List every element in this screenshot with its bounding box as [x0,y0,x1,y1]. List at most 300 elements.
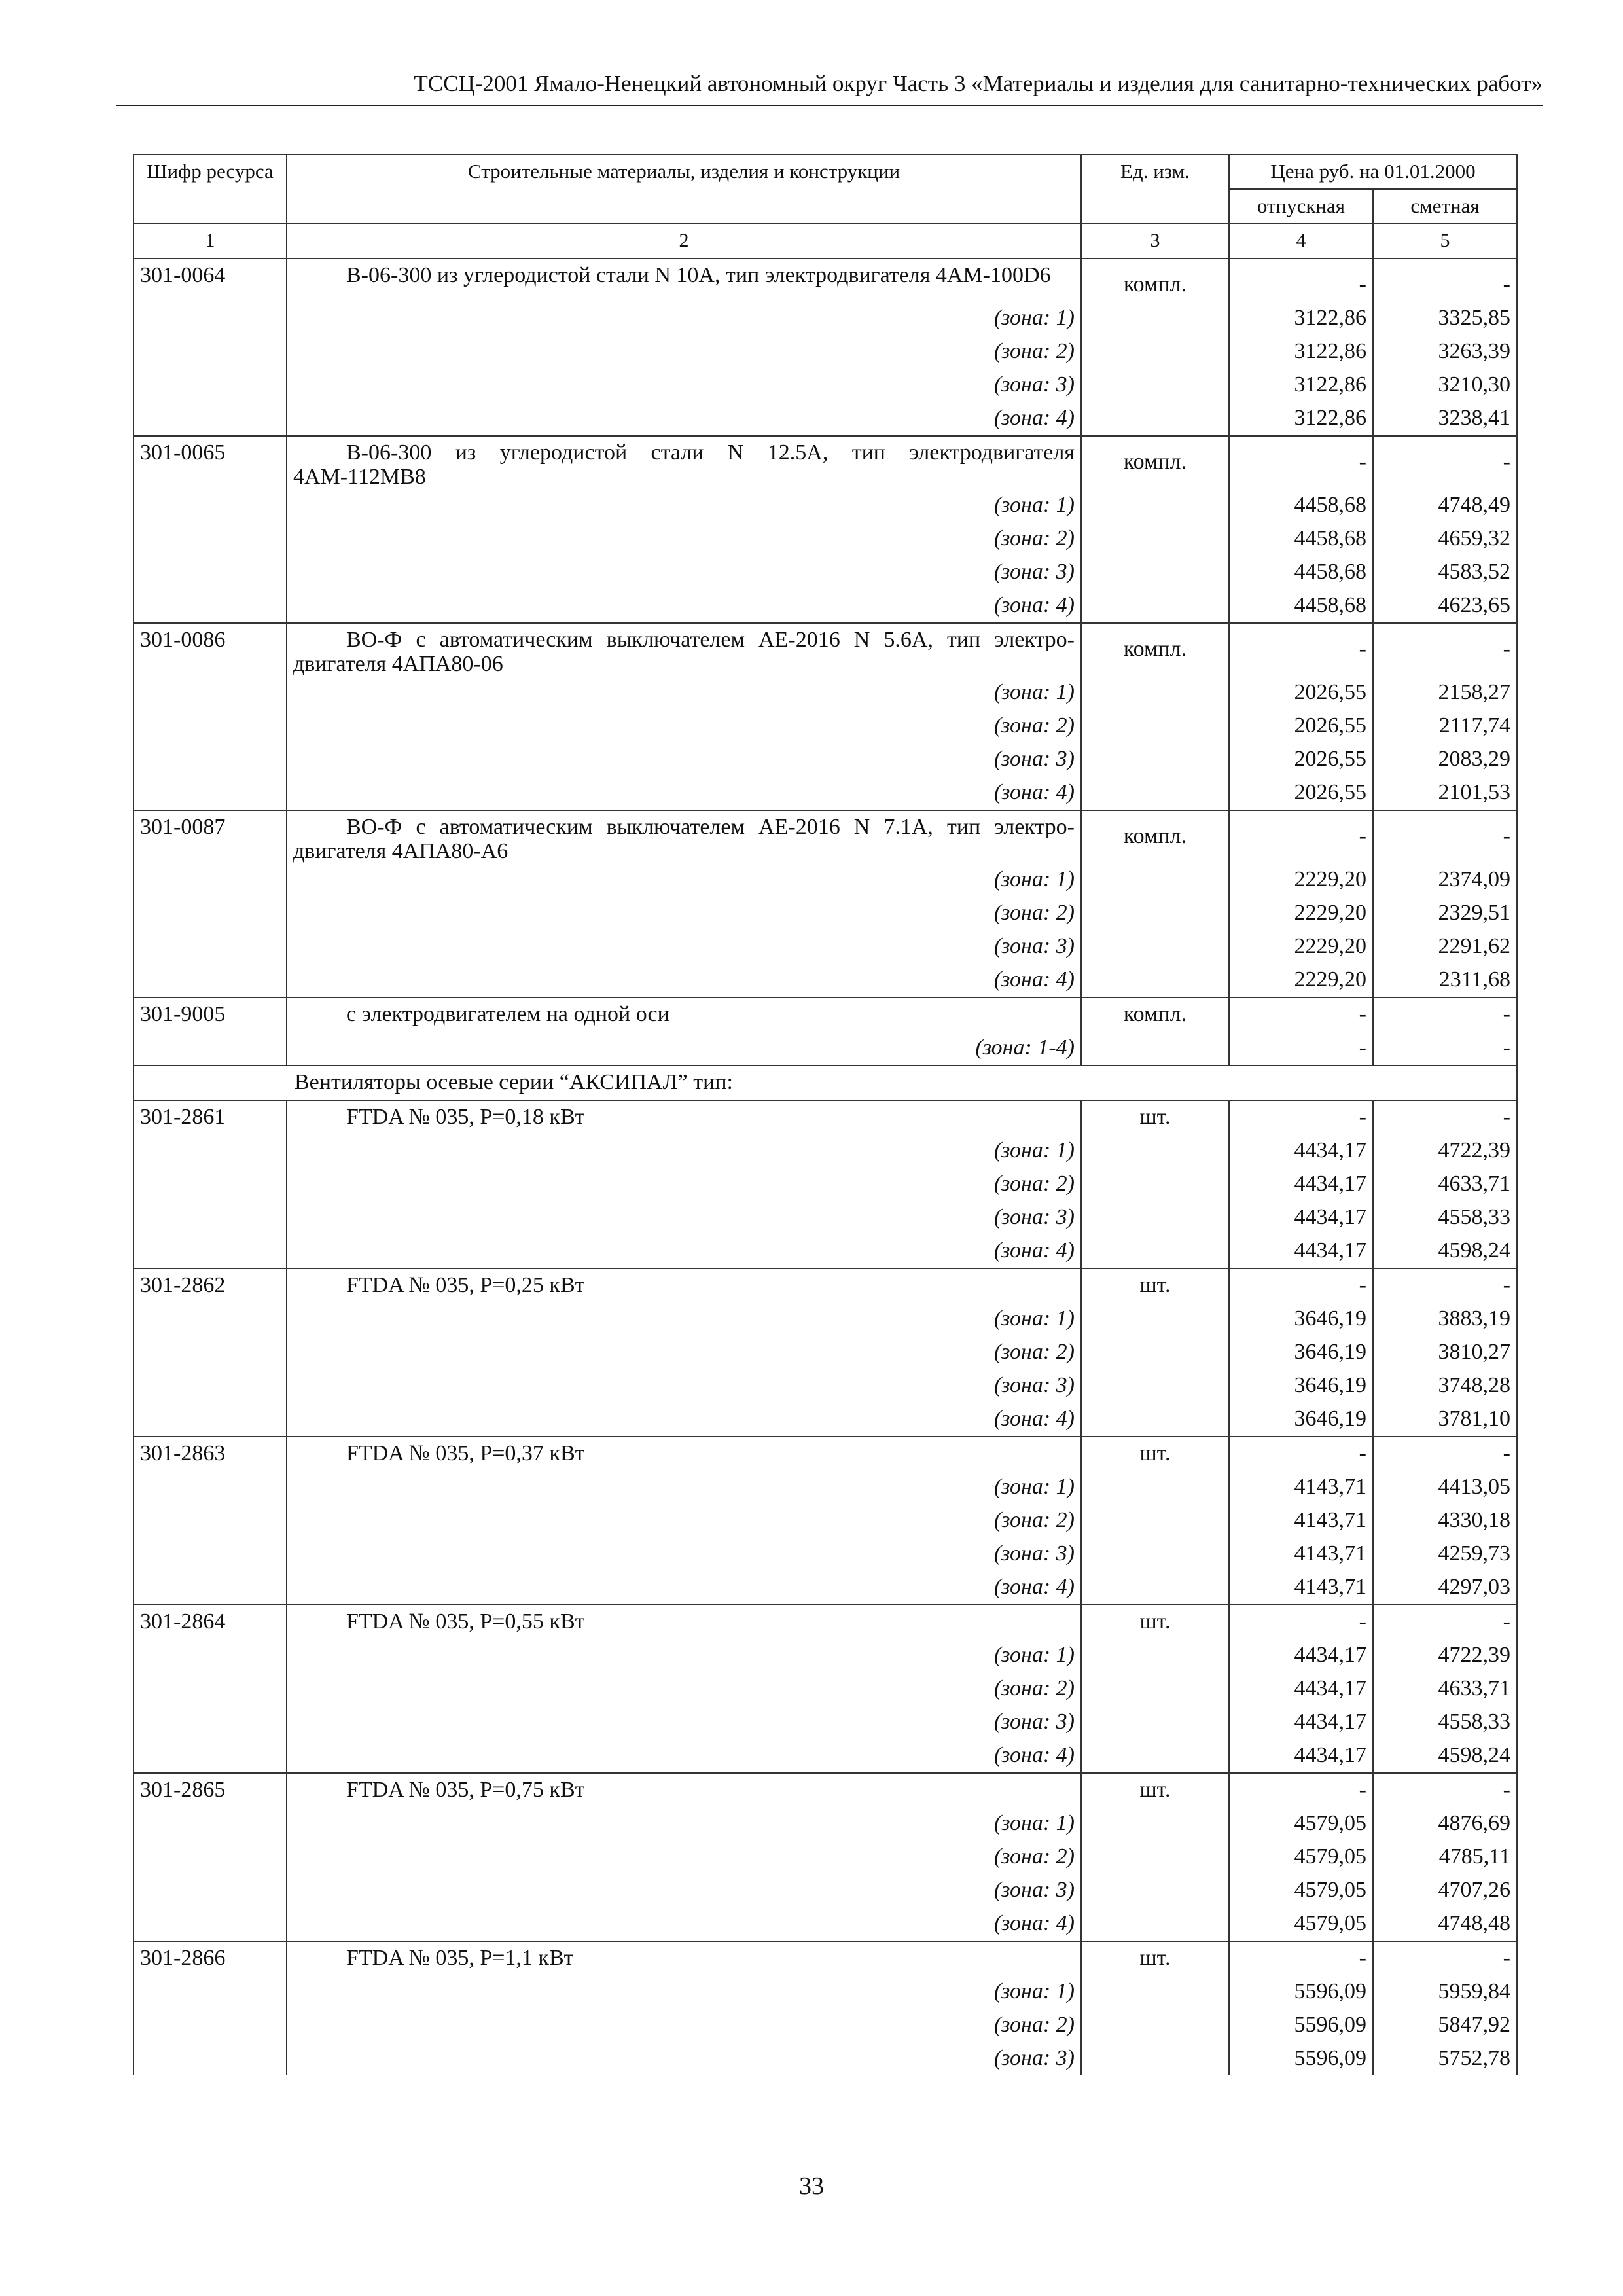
zone-row [134,1168,1517,1201]
zone-label: (зона: 4) [287,963,1081,997]
zone-label: (зона: 3) [287,743,1081,776]
resource-unit: компл. [1081,810,1229,863]
price-release: 2229,20 [1229,963,1373,997]
price-release: - [1229,1100,1373,1134]
price-release: 4434,17 [1229,1168,1373,1201]
price-release: 4434,17 [1229,1134,1373,1168]
resource-row [134,1268,1517,1302]
price-estimate: 4748,49 [1373,489,1517,522]
zone-row [134,1874,1517,1907]
zone-label: (зона: 1) [287,1302,1081,1336]
zone-row [134,1706,1517,1739]
zone-label: (зона: 4) [287,402,1081,436]
resource-code-empty [134,2042,287,2075]
resource-unit-empty [1081,1504,1229,1537]
resource-code-empty [134,302,287,335]
resource-code-empty [134,1369,287,1403]
col-number: 5 [1373,224,1517,259]
resource-code-empty [134,522,287,556]
price-release: - [1229,1437,1373,1471]
zone-row [134,489,1517,522]
price-estimate: 4748,48 [1373,1907,1517,1941]
price-estimate: 3781,10 [1373,1403,1517,1437]
price-estimate: 4558,33 [1373,1706,1517,1739]
resource-unit-empty [1081,963,1229,997]
col-number: 2 [287,224,1081,259]
resource-unit-empty [1081,863,1229,897]
price-release: - [1229,623,1373,676]
zone-label: (зона: 1) [287,1807,1081,1840]
price-estimate: - [1373,436,1517,489]
price-release: 4458,68 [1229,522,1373,556]
resource-code-empty [134,709,287,743]
zone-row [134,709,1517,743]
price-estimate: - [1373,1100,1517,1134]
price-release: 3646,19 [1229,1369,1373,1403]
price-estimate: - [1373,997,1517,1031]
zone-label: (зона: 2) [287,522,1081,556]
resource-code: 301-2861 [134,1100,287,1134]
price-estimate: 4259,73 [1373,1537,1517,1571]
resource-code: 301-2862 [134,1268,287,1302]
zone-row [134,2042,1517,2075]
resource-row [134,810,1517,863]
resource-row [134,259,1517,302]
price-estimate: 2083,29 [1373,743,1517,776]
resource-code-empty [134,1168,287,1201]
zone-label: (зона: 2) [287,1168,1081,1201]
resource-code-empty [134,1201,287,1234]
resource-code-empty [134,1571,287,1605]
resource-code-empty [134,1706,287,1739]
price-estimate: 2158,27 [1373,676,1517,709]
resource-unit: шт. [1081,1100,1229,1134]
zone-label: (зона: 1) [287,489,1081,522]
zone-row [134,897,1517,930]
resource-unit-empty [1081,2009,1229,2042]
price-release: 3122,86 [1229,402,1373,436]
resource-unit-empty [1081,589,1229,623]
price-estimate: 4583,52 [1373,556,1517,589]
header-rule [116,105,1543,106]
resource-code-empty [134,1537,287,1571]
price-release: 4143,71 [1229,1471,1373,1504]
resource-code-empty [134,1874,287,1907]
price-release: 3646,19 [1229,1336,1373,1369]
price-estimate: - [1373,1437,1517,1471]
resource-code: 301-2864 [134,1605,287,1639]
price-estimate: 2291,62 [1373,930,1517,963]
resource-code: 301-0064 [134,259,287,302]
price-estimate: 2374,09 [1373,863,1517,897]
resource-code-empty [134,930,287,963]
zone-label: (зона: 2) [287,897,1081,930]
resource-name [287,623,1081,676]
price-release: 4143,71 [1229,1504,1373,1537]
price-estimate: 4633,71 [1373,1672,1517,1706]
resource-unit-empty [1081,1706,1229,1739]
price-estimate: 5959,84 [1373,1975,1517,2009]
resource-name-text: FTDA № 035, P=0,75 кВт [346,1778,585,1802]
resource-code: 301-2865 [134,1773,287,1807]
zone-row [134,676,1517,709]
price-estimate: 2101,53 [1373,776,1517,810]
price-estimate: - [1373,1941,1517,1975]
resource-name [287,259,1081,302]
price-release: 4434,17 [1229,1672,1373,1706]
resource-name [287,1941,1081,1975]
col-number: 4 [1229,224,1373,259]
resource-unit-empty [1081,776,1229,810]
zone-label: (зона: 1) [287,1134,1081,1168]
zone-label: (зона: 2) [287,335,1081,368]
price-release: 4434,17 [1229,1201,1373,1234]
resource-code-empty [134,1134,287,1168]
zone-label: (зона: 3) [287,556,1081,589]
zone-label: (зона: 1) [287,863,1081,897]
price-release: - [1229,1773,1373,1807]
resource-unit: шт. [1081,1437,1229,1471]
resource-unit-empty [1081,743,1229,776]
price-release: 2026,55 [1229,676,1373,709]
resource-code-empty [134,1975,287,2009]
resource-code-empty [134,897,287,930]
resource-unit: компл. [1081,259,1229,302]
resource-row [134,1605,1517,1639]
zone-label: (зона: 3) [287,930,1081,963]
price-estimate: - [1373,259,1517,302]
zone-label: (зона: 1) [287,302,1081,335]
col-number: 1 [134,224,287,259]
resource-code-empty [134,335,287,368]
zone-row [134,335,1517,368]
price-estimate: 4785,11 [1373,1840,1517,1874]
zone-label: (зона: 4) [287,1739,1081,1773]
resource-unit-empty [1081,1471,1229,1504]
resource-code-empty [134,368,287,402]
price-release: - [1229,1605,1373,1639]
resource-unit-empty [1081,1369,1229,1403]
resource-name [287,1773,1081,1807]
resource-code-empty [134,963,287,997]
price-release: - [1229,436,1373,489]
price-estimate: - [1373,810,1517,863]
zone-label: (зона: 4) [287,1234,1081,1268]
price-release: 4579,05 [1229,1807,1373,1840]
price-estimate: 4413,05 [1373,1471,1517,1504]
resource-unit-empty [1081,676,1229,709]
resource-unit-empty [1081,2042,1229,2075]
running-header: ТССЦ-2001 Ямало-Ненецкий автономный округ Часть 3 «Материалы и изделия для санитарно-технических работ» [414,71,1543,96]
resource-unit-empty [1081,1571,1229,1605]
resource-code-empty [134,589,287,623]
price-estimate: 4659,32 [1373,522,1517,556]
zone-row [134,1403,1517,1437]
resource-row [134,623,1517,676]
resource-name-text: ВО-Ф с автоматическим выключателем АЕ-2016 N 5.6А, тип электро-двигателя 4АПА80-06 [293,628,1075,676]
resource-unit-empty [1081,368,1229,402]
price-release: - [1229,259,1373,302]
zone-row [134,1471,1517,1504]
zone-label: (зона: 1) [287,1975,1081,2009]
zone-row [134,1672,1517,1706]
price-estimate: 3883,19 [1373,1302,1517,1336]
resource-unit: компл. [1081,623,1229,676]
col-header-price-group: Цена руб. на 01.01.2000 [1229,154,1517,189]
resource-unit-empty [1081,709,1229,743]
zone-label: (зона: 3) [287,1874,1081,1907]
resource-code-empty [134,1840,287,1874]
price-estimate: 5752,78 [1373,2042,1517,2075]
resource-price-table [133,154,1518,2075]
resource-code-empty [134,1907,287,1941]
resource-unit-empty [1081,402,1229,436]
zone-label: (зона: 4) [287,1571,1081,1605]
col-header-name: Строительные материалы, изделия и конструкции [287,154,1081,224]
zone-row [134,743,1517,776]
price-estimate: 3810,27 [1373,1336,1517,1369]
price-estimate: 5847,92 [1373,2009,1517,2042]
zone-row [134,1571,1517,1605]
resource-unit-empty [1081,522,1229,556]
price-estimate: 2311,68 [1373,963,1517,997]
price-estimate: 4876,69 [1373,1807,1517,1840]
resource-unit: шт. [1081,1268,1229,1302]
price-release: 5596,09 [1229,2009,1373,2042]
zone-row [134,1234,1517,1268]
price-estimate: 4722,39 [1373,1639,1517,1672]
resource-code-empty [134,489,287,522]
resource-unit-empty [1081,1336,1229,1369]
zone-row [134,963,1517,997]
resource-row [134,997,1517,1031]
price-release: 3646,19 [1229,1403,1373,1437]
zone-row [134,1907,1517,1941]
resource-name [287,1100,1081,1134]
price-estimate: 4330,18 [1373,1504,1517,1537]
price-release: 2026,55 [1229,776,1373,810]
resource-code-empty [134,776,287,810]
price-estimate: - [1373,1773,1517,1807]
zone-label: (зона: 2) [287,709,1081,743]
zone-row [134,1739,1517,1773]
zone-label: (зона: 2) [287,1504,1081,1537]
zone-row [134,1134,1517,1168]
price-estimate: 4633,71 [1373,1168,1517,1201]
group-heading-row [134,1066,1517,1100]
resource-code: 301-2866 [134,1941,287,1975]
zone-label: (зона: 3) [287,1201,1081,1234]
resource-name-text: с электродвигателем на одной оси [346,1002,669,1026]
price-estimate: 3238,41 [1373,402,1517,436]
group-heading: Вентиляторы осевые серии “АКСИПАЛ” тип: [134,1066,1517,1100]
zone-label: (зона: 1-4) [287,1031,1081,1066]
price-release: 4579,05 [1229,1874,1373,1907]
price-estimate: 3325,85 [1373,302,1517,335]
resource-code: 301-0086 [134,623,287,676]
price-release: 2229,20 [1229,863,1373,897]
zone-row [134,368,1517,402]
price-release: 5596,09 [1229,1975,1373,2009]
price-estimate: - [1373,1605,1517,1639]
zone-label: (зона: 4) [287,1907,1081,1941]
resource-unit-empty [1081,1168,1229,1201]
price-estimate: 4558,33 [1373,1201,1517,1234]
resource-code-empty [134,676,287,709]
price-release: 4143,71 [1229,1571,1373,1605]
resource-row [134,1100,1517,1134]
price-estimate: 3263,39 [1373,335,1517,368]
resource-code-empty [134,1302,287,1336]
resource-code-empty [134,1471,287,1504]
zone-row [134,1807,1517,1840]
resource-name-text: FTDA № 035, P=0,18 кВт [346,1105,585,1129]
resource-unit-empty [1081,1874,1229,1907]
zone-label: (зона: 3) [287,1369,1081,1403]
zone-row [134,1201,1517,1234]
resource-unit-empty [1081,1639,1229,1672]
resource-code: 301-2863 [134,1437,287,1471]
resource-unit-empty [1081,1302,1229,1336]
price-release: 3122,86 [1229,302,1373,335]
price-estimate: 2329,51 [1373,897,1517,930]
resource-name-text: FTDA № 035, P=0,55 кВт [346,1609,585,1634]
zone-row [134,1302,1517,1336]
resource-unit: компл. [1081,997,1229,1031]
price-release: 4434,17 [1229,1234,1373,1268]
zone-row [134,1336,1517,1369]
zone-label: (зона: 3) [287,2042,1081,2075]
resource-name-text: FTDA № 035, P=1,1 кВт [346,1946,574,1970]
resource-row [134,1941,1517,1975]
resource-code-empty [134,1336,287,1369]
price-release: 3122,86 [1229,335,1373,368]
price-release: 4434,17 [1229,1739,1373,1773]
price-estimate: 4623,65 [1373,589,1517,623]
resource-unit-empty [1081,556,1229,589]
resource-unit-empty [1081,1672,1229,1706]
price-estimate: - [1373,1031,1517,1066]
zone-row [134,1639,1517,1672]
resource-unit: компл. [1081,436,1229,489]
resource-code-empty [134,1672,287,1706]
price-release: 4434,17 [1229,1706,1373,1739]
resource-unit-empty [1081,897,1229,930]
price-estimate: 4707,26 [1373,1874,1517,1907]
resource-code: 301-0087 [134,810,287,863]
resource-name [287,1605,1081,1639]
resource-unit-empty [1081,1975,1229,2009]
zone-label: (зона: 4) [287,1403,1081,1437]
zone-label: (зона: 1) [287,1639,1081,1672]
resource-code-empty [134,1504,287,1537]
resource-name-text: ВО-Ф с автоматическим выключателем АЕ-2016 N 7.1А, тип электро-двигателя 4АПА80-А6 [293,815,1075,863]
price-estimate: 3748,28 [1373,1369,1517,1403]
price-release: - [1229,1268,1373,1302]
resource-unit-empty [1081,1537,1229,1571]
resource-name-text: В-06-300 из углеродистой стали N 12.5А, тип электродвигателя 4АМ-112МВ8 [293,440,1075,489]
resource-unit-empty [1081,930,1229,963]
resource-row [134,1773,1517,1807]
col-header-unit: Ед. изм. [1081,154,1229,224]
resource-code-empty [134,1403,287,1437]
zone-row [134,1369,1517,1403]
resource-unit: шт. [1081,1941,1229,1975]
price-release: 4579,05 [1229,1907,1373,1941]
price-release: 4458,68 [1229,489,1373,522]
col-number: 3 [1081,224,1229,259]
price-release: - [1229,997,1373,1031]
price-estimate: 2117,74 [1373,709,1517,743]
resource-code-empty [134,1739,287,1773]
zone-label: (зона: 3) [287,1537,1081,1571]
resource-code-empty [134,743,287,776]
zone-row [134,1504,1517,1537]
zone-label: (зона: 4) [287,776,1081,810]
resource-unit-empty [1081,335,1229,368]
price-release: - [1229,1941,1373,1975]
resource-name [287,436,1081,489]
resource-unit-empty [1081,1234,1229,1268]
resource-name-text: FTDA № 035, P=0,25 кВт [346,1273,585,1297]
zone-label: (зона: 2) [287,1672,1081,1706]
table-body [134,259,1517,2075]
resource-name [287,997,1081,1031]
zone-row [134,1840,1517,1874]
price-release: 3122,86 [1229,368,1373,402]
zone-label: (зона: 3) [287,368,1081,402]
price-estimate: 4598,24 [1373,1234,1517,1268]
resource-code-empty [134,1234,287,1268]
price-estimate: - [1373,623,1517,676]
resource-unit-empty [1081,489,1229,522]
zone-row [134,2009,1517,2042]
price-release: 4143,71 [1229,1537,1373,1571]
price-estimate: 3210,30 [1373,368,1517,402]
resource-unit-empty [1081,1134,1229,1168]
price-estimate: 4598,24 [1373,1739,1517,1773]
col-header-code: Шифр ресурса [134,154,287,224]
resource-unit-empty [1081,1201,1229,1234]
resource-code-empty [134,1639,287,1672]
price-release: 3646,19 [1229,1302,1373,1336]
resource-name [287,1268,1081,1302]
resource-name-text: FTDA № 035, P=0,37 кВт [346,1441,585,1465]
price-release: 4458,68 [1229,556,1373,589]
zone-row [134,589,1517,623]
zone-label: (зона: 1) [287,1471,1081,1504]
price-estimate: 4722,39 [1373,1134,1517,1168]
zone-row [134,1031,1517,1066]
resource-unit-empty [1081,1403,1229,1437]
resource-name [287,1437,1081,1471]
zone-label: (зона: 2) [287,1336,1081,1369]
resource-unit-empty [1081,1840,1229,1874]
resource-unit-empty [1081,1807,1229,1840]
resource-code-empty [134,1031,287,1066]
price-release: - [1229,810,1373,863]
price-estimate: 4297,03 [1373,1571,1517,1605]
zone-label: (зона: 2) [287,2009,1081,2042]
resource-code-empty [134,2009,287,2042]
zone-row [134,776,1517,810]
price-release: - [1229,1031,1373,1066]
zone-row [134,930,1517,963]
price-release: 2229,20 [1229,930,1373,963]
resource-code-empty [134,556,287,589]
zone-row [134,1975,1517,2009]
resource-code: 301-9005 [134,997,287,1031]
